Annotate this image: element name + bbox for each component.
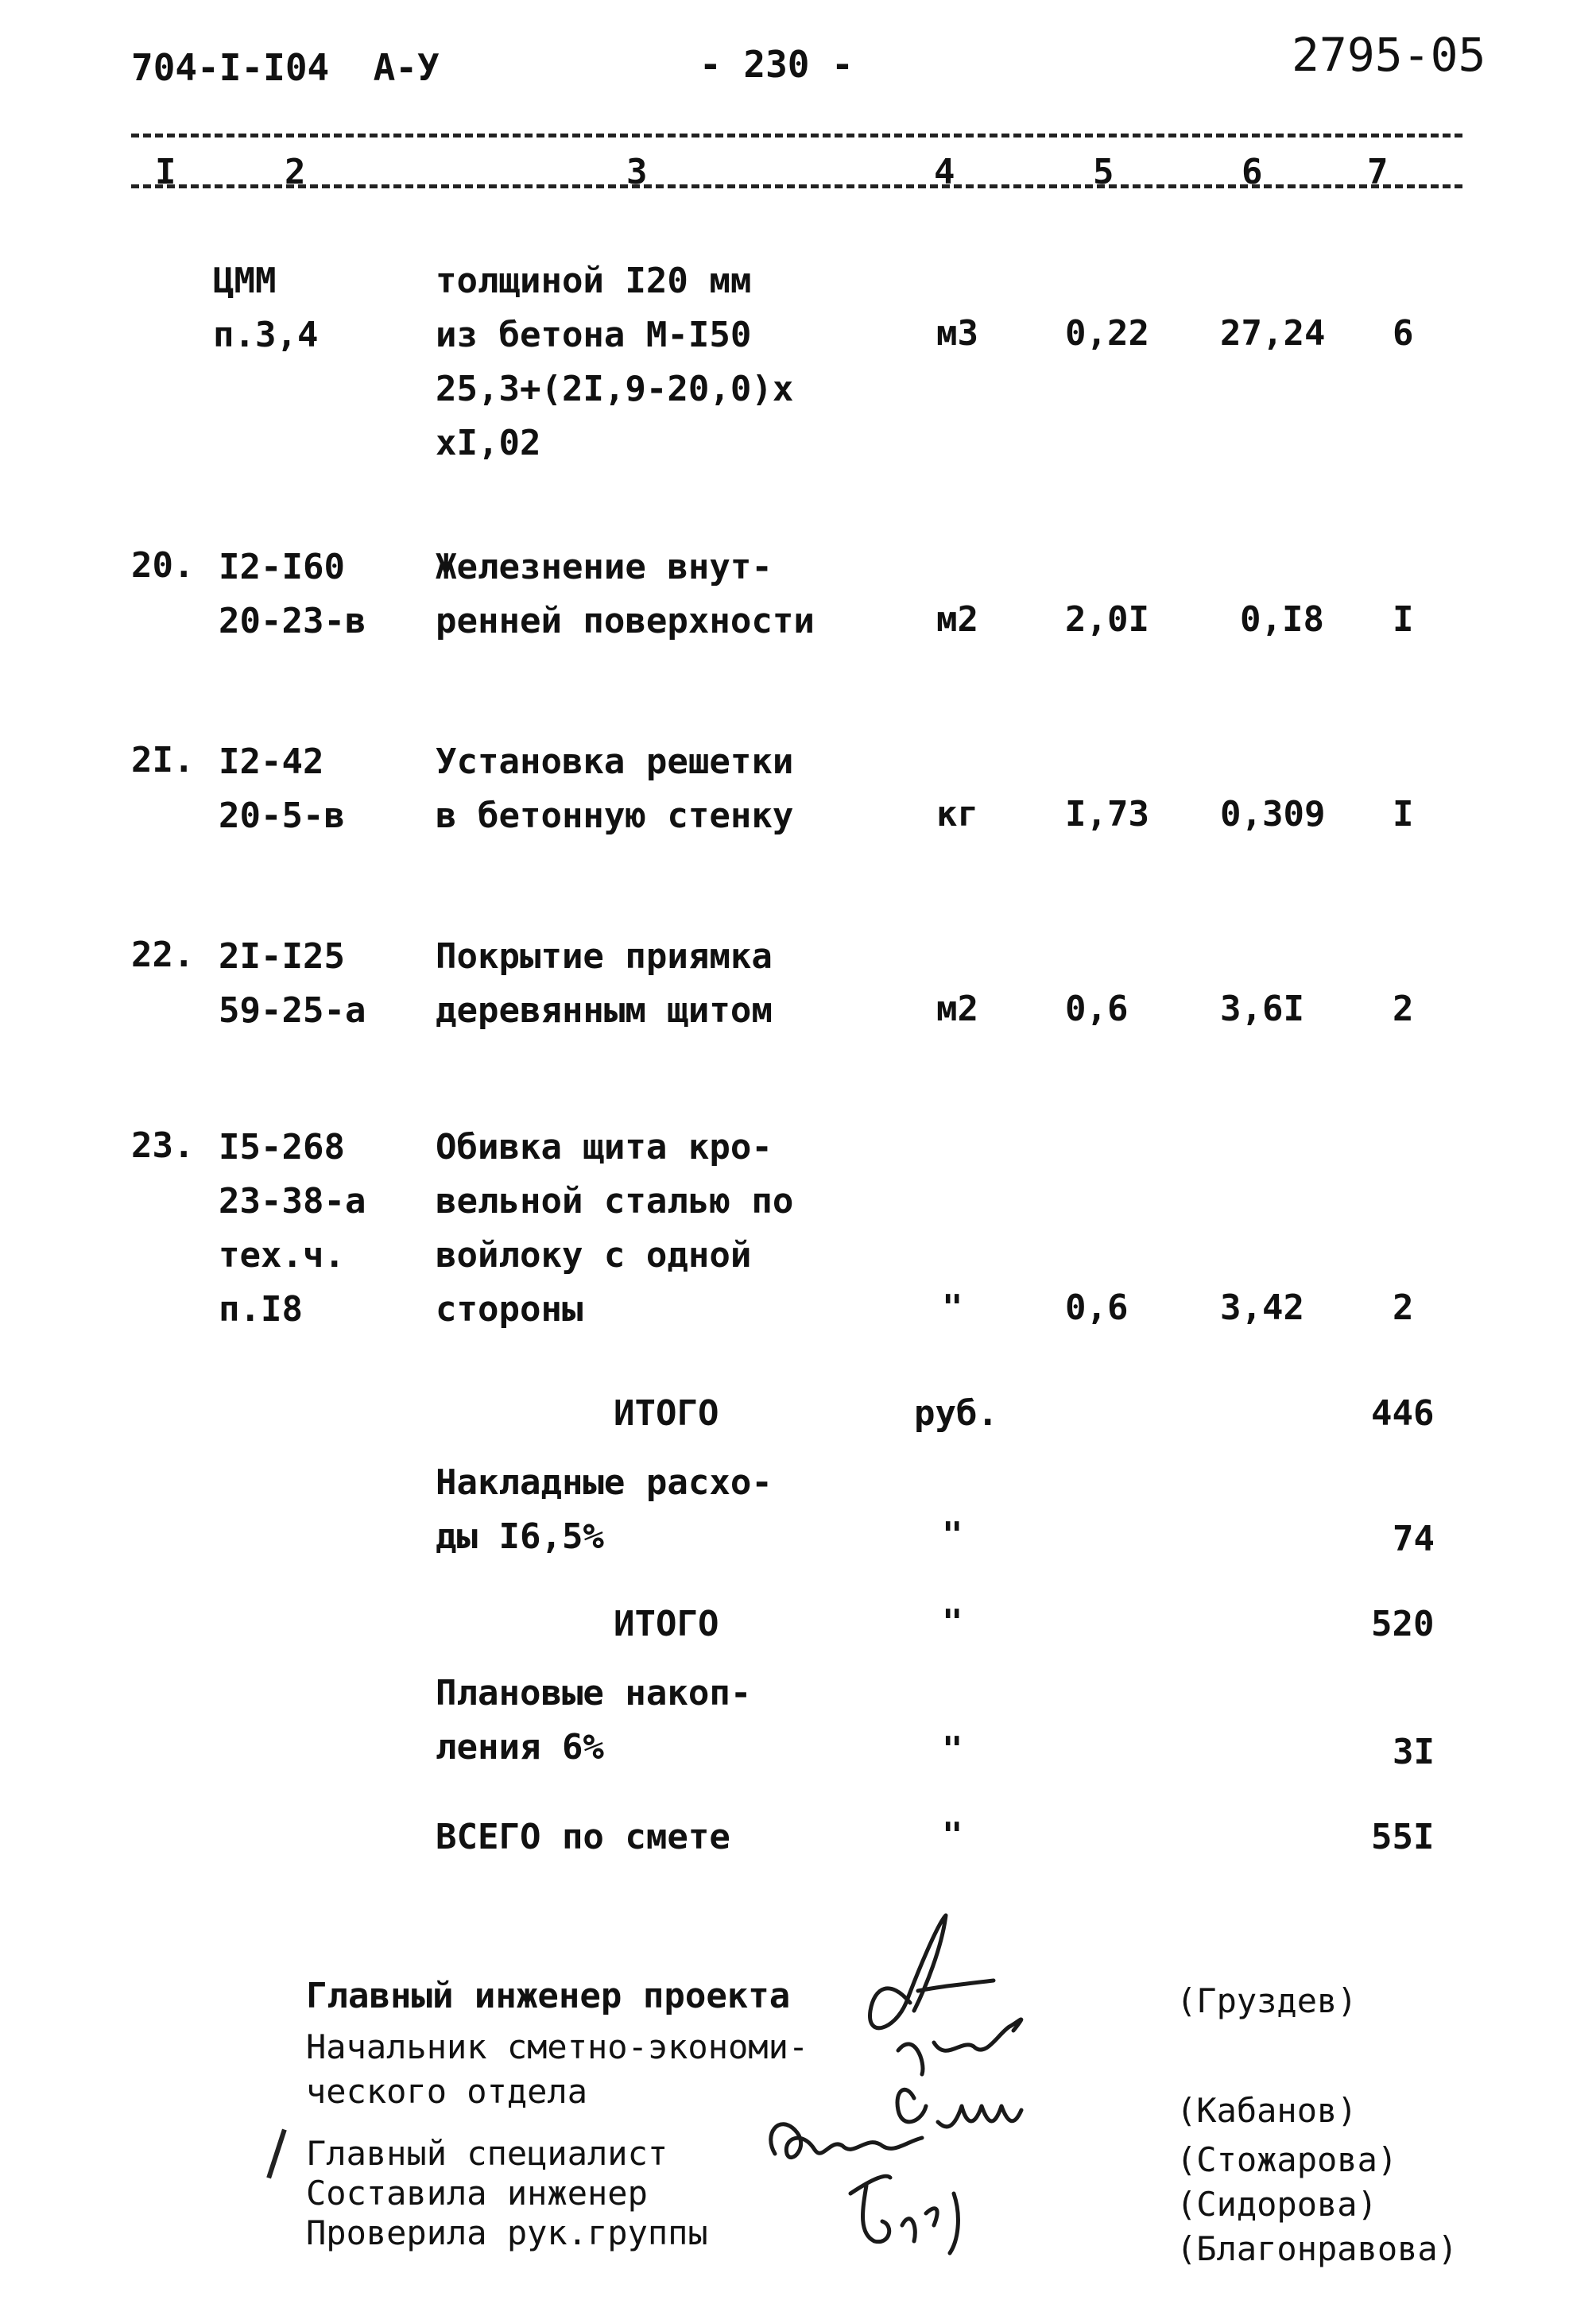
signer-title-chief-engineer: Главный инженер проекта bbox=[306, 1976, 791, 2016]
header-rule-top bbox=[131, 134, 1462, 137]
row-unit: м3 bbox=[936, 313, 978, 354]
document-code: 704-I-I04 А-У bbox=[131, 46, 440, 89]
row-total: 2 bbox=[1393, 1287, 1414, 1328]
row-total: I bbox=[1393, 599, 1414, 640]
col-7-label: 7 bbox=[1367, 152, 1389, 192]
signer-title-head-estimates: Начальник сметно-экономи- ческого отдела bbox=[306, 2027, 809, 2111]
row-total: 6 bbox=[1393, 313, 1414, 354]
overhead-label: Накладные расхо- ды I6,5% bbox=[436, 1462, 773, 1557]
row-total: 2 bbox=[1393, 989, 1414, 1029]
subtotal-label: ИТОГО bbox=[614, 1393, 719, 1434]
subtotal-unit: руб. bbox=[914, 1393, 998, 1434]
row-unit: м2 bbox=[936, 989, 978, 1029]
grand-total-unit: " bbox=[942, 1815, 963, 1856]
row-total: I bbox=[1393, 794, 1414, 834]
col-4-label: 4 bbox=[934, 152, 955, 192]
row-number: 20. bbox=[131, 545, 195, 586]
col-6-label: 6 bbox=[1242, 152, 1263, 192]
subtotal-2-unit: " bbox=[942, 1602, 963, 1643]
row-price: 3,6I bbox=[1220, 989, 1304, 1029]
handwritten-signatures bbox=[755, 1891, 1168, 2297]
grand-total-value: 55I bbox=[1371, 1817, 1435, 1857]
row-ref: I2-42 20-5-в bbox=[219, 741, 345, 836]
planned-savings-label: Плановые накоп- ления 6% bbox=[436, 1673, 752, 1768]
row-description: Железнение внут- ренней поверхности bbox=[436, 547, 815, 641]
row-number: 23. bbox=[131, 1125, 195, 1166]
planned-savings-unit: " bbox=[942, 1729, 963, 1770]
row-description: толщиной I20 мм из бетона М-I50 25,3+(2I,9-20,0)х хI,02 bbox=[436, 261, 794, 463]
row-price: 0,309 bbox=[1220, 794, 1326, 834]
row-price: 3,42 bbox=[1220, 1287, 1304, 1328]
row-quantity: 0,6 bbox=[1065, 989, 1129, 1029]
row-ref: I2-I60 20-23-в bbox=[219, 547, 366, 641]
col-3-label: 3 bbox=[626, 152, 648, 192]
row-description: Покрытие приямка деревянным щитом bbox=[436, 936, 773, 1031]
row-price: 27,24 bbox=[1220, 313, 1326, 354]
subtotal-2-value: 520 bbox=[1371, 1604, 1435, 1644]
signer-titles-specialists: Главный специалист Составила инженер Проверила рук.группы bbox=[306, 2134, 708, 2252]
row-description: Обивка щита кро- вельной сталью по войлоку с одной стороны bbox=[436, 1127, 794, 1330]
page-number: - 230 - bbox=[699, 43, 854, 86]
row-number: 22. bbox=[131, 935, 195, 975]
subtotal-value: 446 bbox=[1371, 1393, 1435, 1434]
row-unit: кг bbox=[936, 794, 978, 834]
row-quantity: 2,0I bbox=[1065, 599, 1149, 640]
row-description: Установка решетки в бетонную стенку bbox=[436, 741, 794, 836]
overhead-value: 74 bbox=[1393, 1519, 1435, 1559]
signer-names-staff: (Стожарова) (Сидорова) (Благонравова) bbox=[1176, 2140, 1458, 2268]
row-quantity: 0,22 bbox=[1065, 313, 1149, 354]
row-quantity: I,73 bbox=[1065, 794, 1149, 834]
row-quantity: 0,6 bbox=[1065, 1287, 1129, 1328]
sheet-number: 2795-05 bbox=[1292, 28, 1486, 82]
header-rule-bottom bbox=[131, 184, 1462, 188]
col-5-label: 5 bbox=[1093, 152, 1114, 192]
row-unit: " bbox=[942, 1287, 963, 1328]
subtotal-2-label: ИТОГО bbox=[614, 1604, 719, 1644]
row-ref: I5-268 23-38-а тех.ч. п.I8 bbox=[219, 1127, 366, 1330]
planned-savings-value: 3I bbox=[1393, 1732, 1435, 1772]
row-price: 0,I8 bbox=[1240, 599, 1324, 640]
signer-name-gruzdev: (Груздев) bbox=[1176, 1981, 1358, 2020]
signer-name-kabanov: (Кабанов) bbox=[1176, 2091, 1358, 2130]
row-ref: ЦММ п.3,4 bbox=[213, 261, 319, 355]
row-number: 2I. bbox=[131, 740, 195, 780]
margin-mark bbox=[266, 2129, 286, 2179]
grand-total-label: ВСЕГО по смете bbox=[436, 1817, 730, 1857]
col-2-label: 2 bbox=[285, 152, 306, 192]
overhead-unit: " bbox=[942, 1515, 963, 1555]
row-ref: 2I-I25 59-25-а bbox=[219, 936, 366, 1031]
col-1-label: I bbox=[155, 152, 176, 192]
row-unit: м2 bbox=[936, 599, 978, 640]
